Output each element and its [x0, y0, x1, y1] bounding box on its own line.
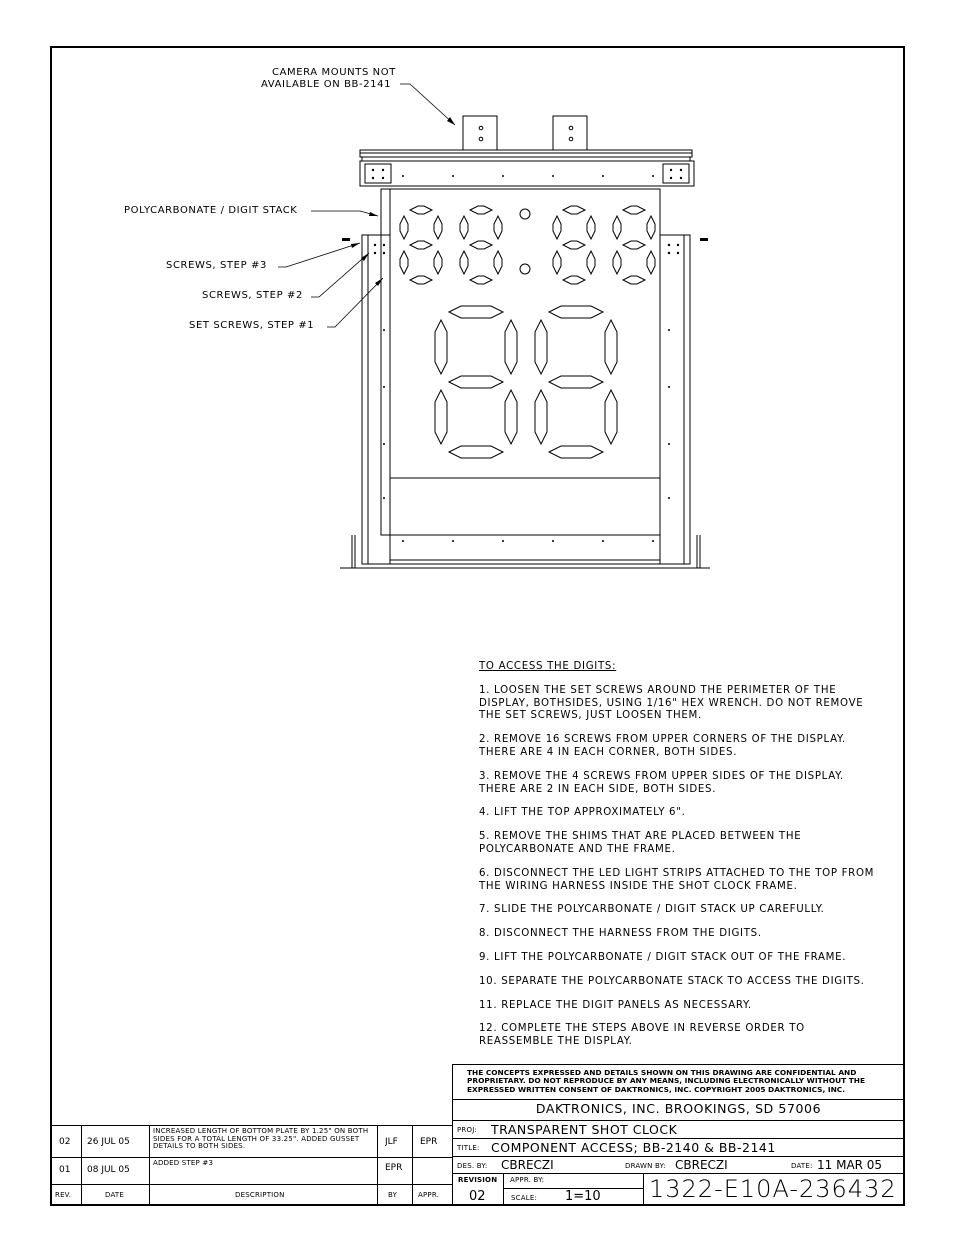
small-digit-1-seg-v3: [434, 251, 442, 274]
small-digit-1-seg-v0: [400, 216, 408, 239]
instruction-step: 4. LIFT THE TOP APPROXIMATELY 6".: [479, 807, 686, 819]
rev-row1-by: JLF: [385, 1137, 398, 1147]
drawn-by-label: DRAWN BY:: [625, 1162, 666, 1170]
camera-mounts-label-line1: CAMERA MOUNTS NOT: [272, 67, 396, 78]
large-digit-2-seg-h0: [549, 306, 603, 318]
instructions-title: TO ACCESS THE DIGITS:: [479, 661, 617, 672]
small-digit-1-seg-h0: [410, 206, 432, 214]
small-digit-3-seg-v1: [587, 216, 595, 239]
small-digit-2-seg-h1: [470, 241, 492, 249]
rev-row1-date: 26 JUL 05: [87, 1137, 130, 1147]
small-digit-4-seg-v3: [647, 251, 655, 274]
drawing-number: 1322-E10A-236432: [649, 1175, 897, 1203]
large-digit-2-seg-v1: [605, 320, 617, 374]
designed-by: CBRECZI: [501, 1158, 554, 1172]
rev-row1-rev: 02: [59, 1137, 71, 1147]
rev-row2-date: 08 JUL 05: [87, 1165, 130, 1175]
rev-row1-appr: EPR: [420, 1137, 438, 1147]
camera-mounts-label-line2: AVAILABLE ON BB-2141: [261, 79, 392, 90]
instruction-step: 9. LIFT THE POLYCARBONATE / DIGIT STACK OUT OF THE FRAME.: [479, 951, 847, 963]
large-digit-1-seg-h2: [449, 446, 503, 458]
large-digit-1-seg-v2: [435, 390, 447, 444]
small-digit-3-seg-h2: [563, 276, 585, 284]
drawing-title: COMPONENT ACCESS; BB-2140 & BB-2141: [491, 1140, 776, 1155]
small-digit-3-seg-v2: [553, 251, 561, 274]
rev-row2-by: EPR: [385, 1163, 403, 1173]
access-instructions: [479, 661, 879, 1060]
project-name: TRANSPARENT SHOT CLOCK: [491, 1122, 678, 1137]
small-digit-2-seg-v0: [460, 216, 468, 239]
instruction-step: 12. COMPLETE THE STEPS ABOVE IN REVERSE ORDER TO REASSEMBLE THE DISPLAY.: [479, 1023, 805, 1048]
large-digit-2-seg-v3: [605, 390, 617, 444]
revision-label: REVISION: [458, 1176, 498, 1184]
small-digit-2-seg-h2: [470, 276, 492, 284]
small-digit-1-seg-h1: [410, 241, 432, 249]
small-digit-4-seg-h0: [623, 206, 645, 214]
screws-step2-label: SCREWS, STEP #2: [202, 290, 303, 301]
small-digit-4-seg-v2: [613, 251, 621, 274]
small-digit-3-seg-h1: [563, 241, 585, 249]
rev-row2-rev: 01: [59, 1165, 71, 1175]
large-digit-2-seg-h2: [549, 446, 603, 458]
small-digit-4-seg-v1: [647, 216, 655, 239]
set-screws-step1-label: SET SCREWS, STEP #1: [189, 320, 315, 331]
rev-header-appr: APPR.: [418, 1191, 440, 1199]
company-name: DAKTRONICS, INC. BROOKINGS, SD 57006: [535, 1101, 822, 1116]
small-digit-2-seg-v1: [494, 216, 502, 239]
instruction-step: 6. DISCONNECT THE LED LIGHT STRIPS ATTACHED TO THE TOP FROM THE WIRING HARNESS INSIDE THE SHOT CLOCK FRAME.: [479, 867, 875, 892]
instruction-step: 3. REMOVE THE 4 SCREWS FROM UPPER SIDES OF THE DISPLAY. THERE ARE 2 IN EACH SIDE, BOTH SIDES.: [479, 770, 844, 795]
title-block: [452, 1064, 905, 1206]
small-digit-3-seg-v3: [587, 251, 595, 274]
large-digit-2-seg-v0: [535, 320, 547, 374]
small-digit-4-seg-v0: [613, 216, 621, 239]
instruction-step: 8. DISCONNECT THE HARNESS FROM THE DIGITS.: [479, 928, 762, 940]
camera-mount-left: [463, 116, 497, 150]
instruction-step: 1. LOOSEN THE SET SCREWS AROUND THE PERIMETER OF THE DISPLAY, BOTHSIDES, USING 1/16" HEX WRENCH. DO NOT REMOVE THE SET SCREWS, JUST LOOSEN THEM.: [479, 684, 864, 722]
rev-row2-description: ADDED STEP #3: [153, 1159, 214, 1167]
instruction-step: 5. REMOVE THE SHIMS THAT ARE PLACED BETWEEN THE POLYCARBONATE AND THE FRAME.: [479, 831, 802, 855]
confidential-notice: THE CONCEPTS EXPRESSED AND DETAILS SHOWN ON THIS DRAWING ARE CONFIDENTIAL AND PROPRIETARY. DO NOT REPRODUCE BY ANY MEANS, INCLUDING ELECTRONICALLY WITHOUT THE EXPRESSED WRITTEN CONSENT OF DAKTRONICS, INC. COPYRIGHT 2005 DAKTRONICS, INC.: [467, 1069, 865, 1094]
small-digit-1-seg-h2: [410, 276, 432, 284]
large-digit-1-seg-h0: [449, 306, 503, 318]
small-digit-1-seg-v1: [434, 216, 442, 239]
small-digit-2-seg-h0: [470, 206, 492, 214]
large-digit-1-seg-v0: [435, 320, 447, 374]
top-housing: [360, 161, 694, 186]
scale-label: SCALE:: [511, 1194, 538, 1202]
instruction-step: 2. REMOVE 16 SCREWS FROM UPPER CORNERS OF THE DISPLAY. THERE ARE 4 IN EACH CORNER, BOTH SIDES.: [479, 734, 846, 758]
appr-by-label: APPR. BY:: [510, 1176, 545, 1184]
des-by-label: DES. BY:: [457, 1162, 488, 1170]
revision-number: 02: [469, 1189, 486, 1204]
large-digit-1-seg-h1: [449, 376, 503, 388]
screw-dots: [342, 169, 708, 542]
large-digit-2-seg-h1: [549, 376, 603, 388]
date-label: DATE:: [791, 1162, 813, 1170]
small-digit-3-seg-v0: [553, 216, 561, 239]
rev-header-date: DATE: [105, 1191, 125, 1199]
small-digit-3-seg-h0: [563, 206, 585, 214]
revision-table: [50, 1125, 453, 1206]
instruction-step: 10. SEPARATE THE POLYCARBONATE STACK TO ACCESS THE DIGITS.: [479, 975, 865, 987]
large-digit-1-seg-v1: [505, 320, 517, 374]
side-frame-left: [362, 235, 390, 564]
instruction-step: 11. REPLACE THE DIGIT PANELS AS NECESSARY.: [479, 999, 752, 1011]
small-digit-2-seg-v3: [494, 251, 502, 274]
screws-step3-label: SCREWS, STEP #3: [166, 260, 267, 271]
drawing-date: 11 MAR 05: [817, 1158, 883, 1172]
side-frame-right: [660, 235, 690, 564]
camera-mount-right: [553, 116, 587, 150]
scale-value: 1=10: [565, 1189, 601, 1204]
large-digit-2-seg-v2: [535, 390, 547, 444]
drawn-by: CBRECZI: [675, 1158, 728, 1172]
instruction-step: 7. SLIDE THE POLYCARBONATE / DIGIT STACK UP CAREFULLY.: [479, 904, 825, 916]
small-digit-4-seg-h1: [623, 241, 645, 249]
large-digit-1-seg-v3: [505, 390, 517, 444]
small-digit-1-seg-v2: [400, 251, 408, 274]
title-label: TITLE:: [457, 1144, 480, 1152]
leader-lines: [278, 84, 455, 327]
rev-header-description: DESCRIPTION: [235, 1191, 285, 1199]
small-digit-2-seg-v2: [460, 251, 468, 274]
polycarbonate-label: POLYCARBONATE / DIGIT STACK: [124, 205, 298, 216]
small-digit-4-seg-h2: [623, 276, 645, 284]
rev-header-rev: REV.: [55, 1191, 72, 1199]
rev-row1-description: INCREASED LENGTH OF BOTTOM PLATE BY 1.25" ON BOTH SIDES FOR A TOTAL LENGTH OF 33.25". ADDED GUSSET DETAILS TO BOTH SIDES.: [153, 1128, 369, 1151]
rev-header-by: BY: [388, 1191, 398, 1199]
proj-label: PROJ:: [457, 1126, 478, 1134]
